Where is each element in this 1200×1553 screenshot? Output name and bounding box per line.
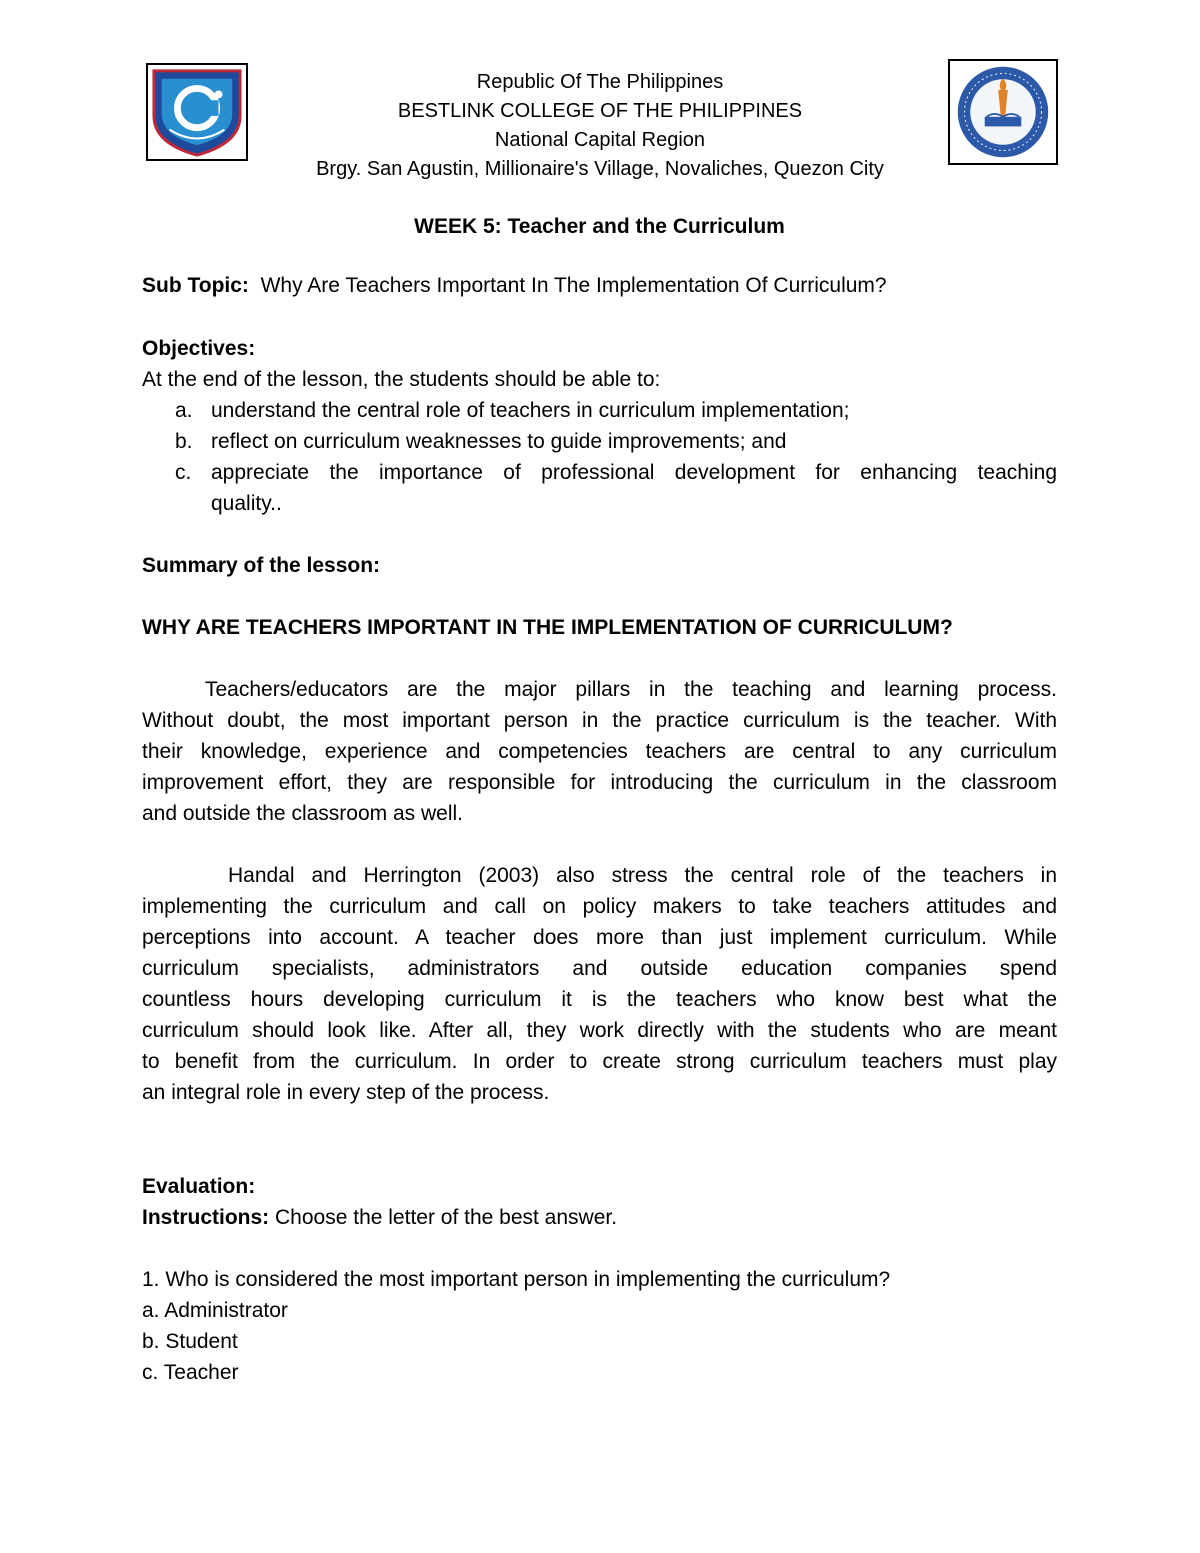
paragraph-1-line: Teachers/educators are the major pillars in the teaching and learning process. (205, 678, 1057, 701)
paragraph-1-line: and outside the classroom as well. (142, 802, 463, 825)
paragraph-2-line: curriculum should look like. After all, they work directly with the students who are meant (142, 1019, 1057, 1042)
subtopic-line (142, 270, 1057, 301)
question-1-option: c. Teacher (142, 1361, 239, 1384)
objective-marker: a. (175, 399, 193, 422)
letterhead (250, 68, 950, 184)
objective-marker: c. (175, 461, 192, 484)
objective-item: appreciate the importance of professional development for enhancing teaching (211, 461, 1057, 484)
page-title: WEEK 5: Teacher and the Curriculum (414, 215, 785, 238)
instructions-text: Choose the letter of the best answer. (275, 1206, 618, 1229)
subtopic-label: Sub Topic: (142, 274, 249, 297)
header-address: Brgy. San Agustin, Millionaire's Village, Novaliches, Quezon City (316, 158, 884, 180)
bestlink-college-logo (146, 63, 248, 161)
objectives-label: Objectives: (142, 337, 256, 360)
objective-marker: b. (175, 430, 193, 453)
objective-item-continued: quality.. (211, 492, 282, 515)
header-college-name: BESTLINK COLLEGE OF THE PHILIPPINES (397, 100, 803, 122)
paragraph-1-line: their knowledge, experience and competencies teachers are central to any curriculum (142, 740, 1057, 763)
paragraph-2-line: implementing the curriculum and call on policy makers to take teachers attitudes and (142, 895, 1057, 918)
instructions-line (142, 1202, 1057, 1233)
objective-item: understand the central role of teachers in curriculum implementation; (211, 399, 850, 422)
paragraph-2-line: an integral role in every step of the process. (142, 1081, 550, 1104)
paragraph-2-line: countless hours developing curriculum it is the teachers who know best what the (142, 988, 1057, 1011)
paragraph-1-line: Without doubt, the most important person in the practice curriculum is the teacher. With (142, 709, 1057, 732)
paragraph-2-line: curriculum specialists, administrators and outside education companies spend (142, 957, 1057, 980)
college-of-teacher-education-seal-icon (950, 61, 1056, 163)
question-1-option: a. Administrator (142, 1299, 288, 1322)
paragraph-1-line: improvement effort, they are responsible for introducing the curriculum in the classroom (142, 771, 1057, 794)
question-1-option: b. Student (142, 1330, 238, 1353)
subtopic-text: Why Are Teachers Important In The Implementation Of Curriculum? (260, 274, 887, 297)
bestlink-college-shield-logo-icon (148, 65, 246, 159)
instructions-label: Instructions: (142, 1206, 270, 1229)
paragraph-2-line: Handal and Herrington (2003) also stress the central role of the teachers in (228, 864, 1057, 887)
paragraph-2-line: perceptions into account. A teacher does more than just implement curriculum. While (142, 926, 1057, 949)
teacher-education-seal (948, 59, 1058, 165)
summary-label: Summary of the lesson: (142, 554, 381, 577)
header-region: National Capital Region (494, 129, 706, 151)
evaluation-label: Evaluation: (142, 1175, 256, 1198)
question-1: 1. Who is considered the most important person in implementing the curriculum? (142, 1268, 891, 1291)
section-heading: WHY ARE TEACHERS IMPORTANT IN THE IMPLEMENTATION OF CURRICULUM? (142, 616, 953, 639)
header-country: Republic Of The Philippines (476, 71, 724, 93)
objective-item: reflect on curriculum weaknesses to guide improvements; and (211, 430, 787, 453)
objectives-intro: At the end of the lesson, the students should be able to: (142, 368, 661, 391)
paragraph-2-line: to benefit from the curriculum. In order to create strong curriculum teachers must play (142, 1050, 1057, 1073)
